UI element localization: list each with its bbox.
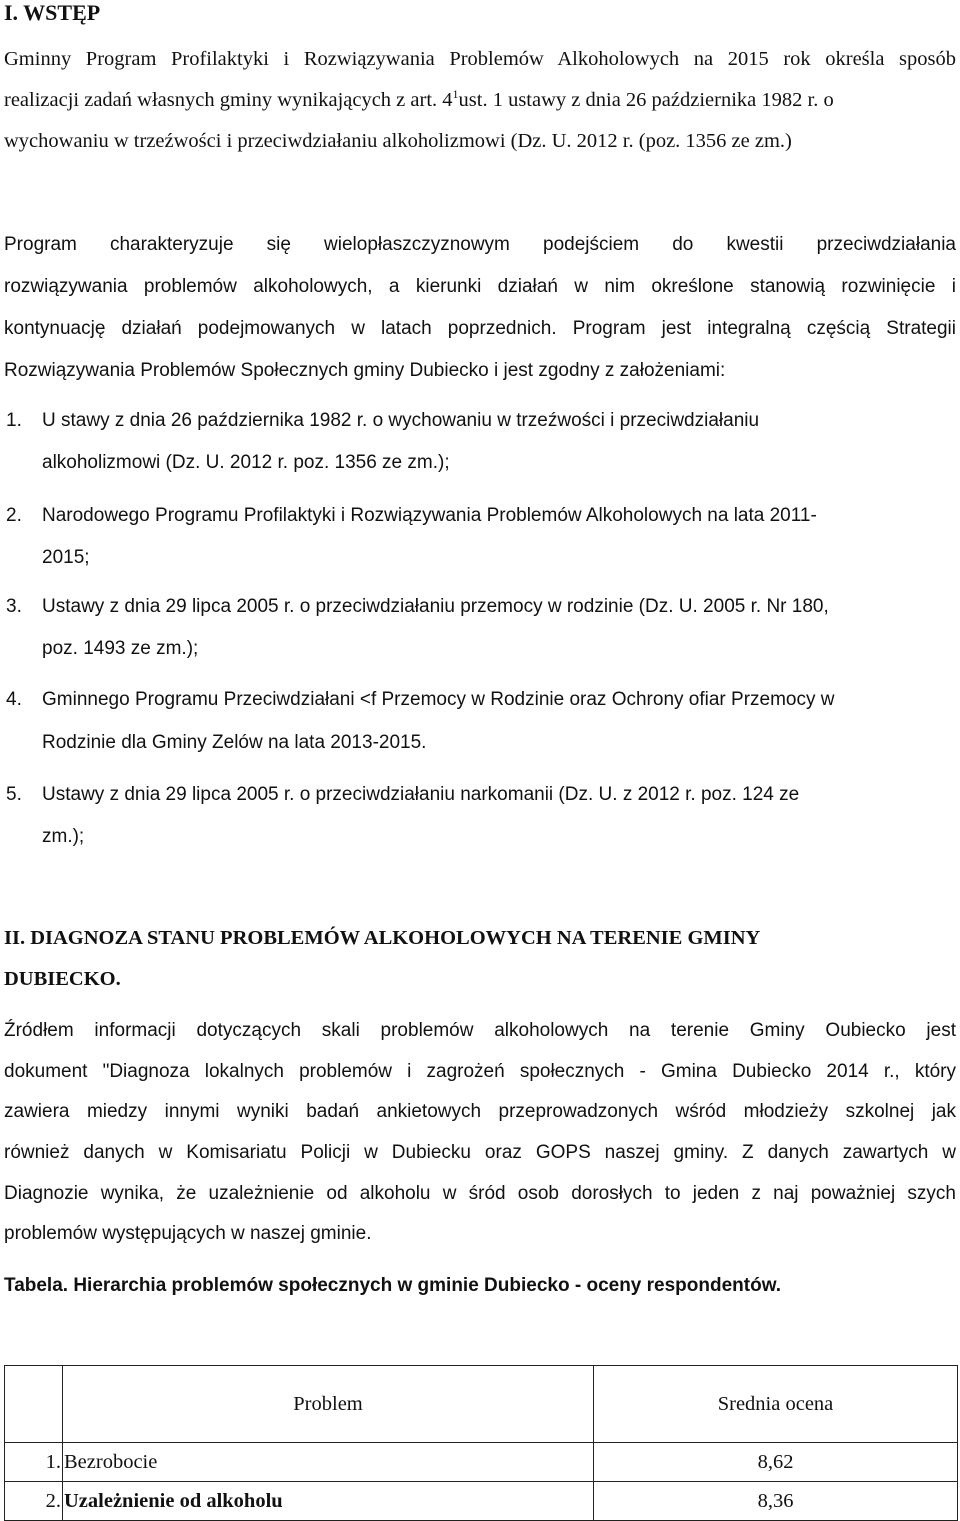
table-header-score: Srednia ocena bbox=[594, 1366, 958, 1443]
table-row-number: 1. bbox=[5, 1443, 63, 1482]
list-item-line-2: alkoholizmowi (Dz. U. 2012 r. poz. 1356 ze zm.); bbox=[42, 452, 450, 473]
list-item-line-2: 2015; bbox=[42, 547, 90, 568]
list-item-line-1: Ustawy z dnia 29 lipca 2005 r. o przeciwdziałaniu przemocy w rodzinie (Dz. U. 2005 r. Nr 180, bbox=[42, 596, 829, 617]
table-row bbox=[5, 1443, 958, 1482]
section-heading-diagnoza-cont: DUBIECKO. bbox=[4, 968, 121, 990]
list-item-number: 1. bbox=[6, 410, 22, 431]
diagnosis-line-4: również danych w Komisariatu Policji w Dubiecku oraz GOPS naszej gminy. Z danych zawartych w bbox=[4, 1142, 956, 1163]
table-row-score: 8,36 bbox=[594, 1482, 958, 1521]
section-heading-wstep: I. WSTĘP bbox=[4, 0, 101, 25]
list-item-line-1: Narodowego Programu Profilaktyki i Rozwiązywania Problemów Alkoholowych na lata 2011- bbox=[42, 505, 817, 526]
list-item-line-1: U stawy z dnia 26 października 1982 r. o wychowaniu w trzeźwości i przeciwdziałaniu bbox=[42, 410, 760, 431]
intro-line-2-part-a: realizacji zadań własnych gminy wynikających z art. $4^1ust$. 1 ustawy z dnia 26 października 1982 r. o bbox=[4, 87, 834, 111]
table-row-problem: Bezrobocie bbox=[63, 1443, 594, 1482]
intro-line-3: wychowaniu w trzeźwości i przeciwdziałaniu alkoholizmowi (Dz. U. 2012 r. (poz. 1356 ze zm.) bbox=[4, 130, 792, 152]
program-line-4: Rozwiązywania Problemów Społecznych gminy Dubiecko i jest zgodny z założeniami: bbox=[4, 360, 726, 381]
superscript: 1 bbox=[452, 87, 459, 101]
intro-line-2 bbox=[4, 89, 956, 112]
table-header-row bbox=[5, 1366, 958, 1443]
diagnosis-line-1: Źródłem informacji dotyczących skali problemów alkoholowych na terenie Gminy Oubiecko jest bbox=[4, 1020, 956, 1041]
table-row-problem: Uzależnienie od alkoholu bbox=[63, 1482, 594, 1521]
program-line-3: kontynuację działań podejmowanych w latach poprzednich. Program jest integralną częścią Strategii bbox=[4, 318, 956, 339]
list-item-line-2: zm.); bbox=[42, 826, 85, 847]
list-item-number: 5. bbox=[6, 784, 22, 805]
intro-line-1: Gminny Program Profilaktyki i Rozwiązywania Problemów Alkoholowych na 2015 rok określa sposób bbox=[4, 48, 956, 70]
list-item-number: 3. bbox=[6, 596, 22, 617]
table-caption: Tabela. Hierarchia problemów społecznych w gminie Dubiecko - oceny respondentów. bbox=[4, 1275, 782, 1296]
table-row-score: 8,62 bbox=[594, 1443, 958, 1482]
table-row-number: 2. bbox=[5, 1482, 63, 1521]
diagnosis-line-3: zawiera miedzy innymi wyniki badań ankietowych przeprowadzonych wśród młodzieży szkolnej jak bbox=[4, 1101, 956, 1122]
section-heading-diagnoza: II. DIAGNOZA STANU PROBLEMÓW ALKOHOLOWYCH NA TERENIE GMINY bbox=[4, 927, 761, 949]
problems-table bbox=[4, 1365, 958, 1521]
table-header-problem: Problem bbox=[63, 1366, 594, 1443]
program-line-1: Program charakteryzuje się wielopłaszczyznowym podejściem do kwestii przeciwdziałania bbox=[4, 234, 956, 255]
diagnosis-line-2: dokument "Diagnoza lokalnych problemów i zagrożeń społecznych - Gmina Dubiecko 2014 r., który bbox=[4, 1061, 956, 1082]
list-item-line-2: poz. 1493 ze zm.); bbox=[42, 638, 199, 659]
list-item-line-1: Ustawy z dnia 29 lipca 2005 r. o przeciwdziałaniu narkomanii (Dz. U. z 2012 r. poz. 124 ze bbox=[42, 784, 800, 805]
list-item-number: 2. bbox=[6, 505, 22, 526]
table-row bbox=[5, 1482, 958, 1521]
list-item-line-2: Rodzinie dla Gminy Zelów na lata 2013-2015. bbox=[42, 732, 427, 753]
diagnosis-line-6: problemów występujących w naszej gminie. bbox=[4, 1223, 372, 1244]
program-line-2: rozwiązywania problemów alkoholowych, a kierunki działań w nim określone stanowią rozwinięcie i bbox=[4, 276, 956, 297]
list-item-number: 4. bbox=[6, 689, 22, 710]
table-header-empty-cell bbox=[5, 1366, 63, 1443]
list-item-line-1: Gminnego Programu Przeciwdziałani <f Przemocy w Rodzinie oraz Ochrony ofiar Przemocy w bbox=[42, 689, 835, 710]
diagnosis-line-5: Diagnozie wynika, że uzależnienie od alkoholu w śród osob dorosłych to jeden z naj poważniej szych bbox=[4, 1183, 956, 1204]
